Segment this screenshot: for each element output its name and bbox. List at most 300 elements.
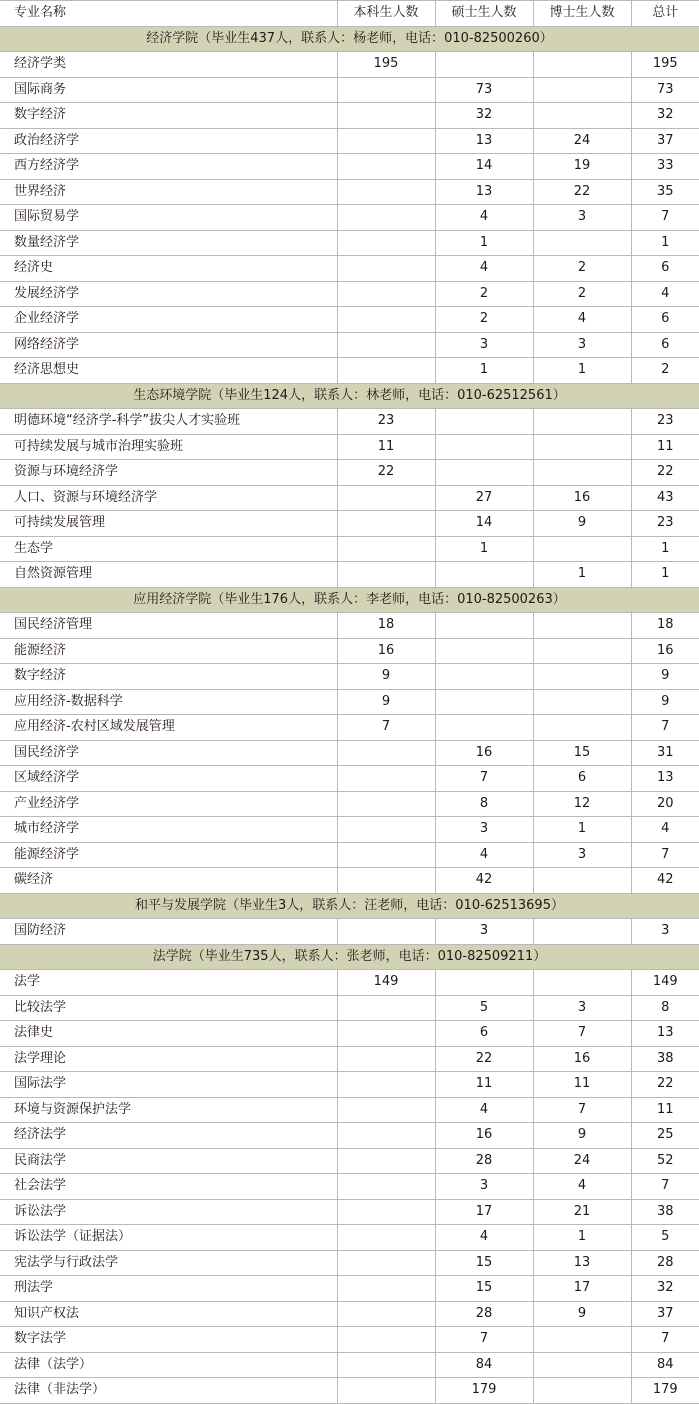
table-row (0, 52, 699, 78)
table-row (0, 230, 699, 256)
undergrad-count-cell (337, 1072, 435, 1098)
major-name-cell: 社会法学 (0, 1174, 337, 1200)
doctor-count-cell: 3 (533, 332, 631, 358)
major-name-cell: 碳经济 (0, 868, 337, 894)
total-count-cell: 8 (631, 995, 699, 1021)
undergrad-count-cell (337, 77, 435, 103)
major-name-cell: 民商法学 (0, 1148, 337, 1174)
total-count-cell: 179 (631, 1378, 699, 1404)
undergrad-count-cell: 23 (337, 409, 435, 435)
doctor-count-cell: 9 (533, 1123, 631, 1149)
doctor-count-cell (533, 52, 631, 78)
doctor-count-cell: 16 (533, 485, 631, 511)
master-count-cell: 2 (435, 307, 533, 333)
table-row (0, 332, 699, 358)
table-row (0, 485, 699, 511)
total-count-cell: 52 (631, 1148, 699, 1174)
doctor-count-cell (533, 230, 631, 256)
major-name-cell: 企业经济学 (0, 307, 337, 333)
master-count-cell: 32 (435, 103, 533, 129)
total-count-cell: 37 (631, 1301, 699, 1327)
master-count-cell: 13 (435, 179, 533, 205)
doctor-count-cell: 9 (533, 511, 631, 537)
table-row (0, 1199, 699, 1225)
undergrad-count-cell: 18 (337, 613, 435, 639)
table-row (0, 358, 699, 384)
major-name-cell: 刑法学 (0, 1276, 337, 1302)
undergrad-count-cell (337, 562, 435, 588)
undergrad-count-cell (337, 1378, 435, 1404)
master-count-cell: 3 (435, 919, 533, 945)
master-count-cell: 5 (435, 995, 533, 1021)
undergrad-count-cell (337, 766, 435, 792)
master-count-header: 硕士生人数 (435, 1, 533, 27)
major-name-cell: 网络经济学 (0, 332, 337, 358)
doctor-count-cell (533, 1327, 631, 1353)
major-name-cell: 法律（非法学） (0, 1378, 337, 1404)
master-count-cell: 13 (435, 128, 533, 154)
master-count-cell: 27 (435, 485, 533, 511)
table-row (0, 1250, 699, 1276)
doctor-count-header: 博士生人数 (533, 1, 631, 27)
total-count-cell: 42 (631, 868, 699, 894)
total-count-cell: 20 (631, 791, 699, 817)
total-count-cell: 35 (631, 179, 699, 205)
table-row (0, 766, 699, 792)
table-body (0, 26, 699, 1403)
major-name-cell: 国际法学 (0, 1072, 337, 1098)
major-name-cell: 产业经济学 (0, 791, 337, 817)
total-count-cell: 38 (631, 1199, 699, 1225)
total-count-cell: 9 (631, 664, 699, 690)
major-name-cell: 经济思想史 (0, 358, 337, 384)
master-count-cell: 4 (435, 842, 533, 868)
undergrad-count-cell (337, 281, 435, 307)
major-name-cell: 世界经济 (0, 179, 337, 205)
doctor-count-cell: 1 (533, 358, 631, 384)
undergrad-count-cell (337, 919, 435, 945)
total-count-cell: 1 (631, 562, 699, 588)
undergrad-count-cell (337, 842, 435, 868)
undergrad-count-cell (337, 154, 435, 180)
undergrad-count-cell: 22 (337, 460, 435, 486)
table-row (0, 103, 699, 129)
section-title: 和平与发展学院（毕业生3人，联系人：汪老师，电话：010-62513695） (0, 893, 699, 919)
major-name-cell: 国际贸易学 (0, 205, 337, 231)
table-row (0, 434, 699, 460)
total-count-cell: 73 (631, 77, 699, 103)
doctor-count-cell: 3 (533, 205, 631, 231)
major-name-cell: 数字经济 (0, 103, 337, 129)
major-name-cell: 法学理论 (0, 1046, 337, 1072)
table-row (0, 740, 699, 766)
total-count-cell: 7 (631, 1174, 699, 1200)
total-count-cell: 11 (631, 1097, 699, 1123)
major-name-cell: 可持续发展与城市治理实验班 (0, 434, 337, 460)
section-title: 法学院（毕业生735人，联系人：张老师，电话：010-82509211） (0, 944, 699, 970)
table-row (0, 1174, 699, 1200)
doctor-count-cell: 3 (533, 842, 631, 868)
undergrad-count-cell (337, 791, 435, 817)
undergrad-count-cell (337, 1225, 435, 1251)
doctor-count-cell: 4 (533, 1174, 631, 1200)
major-name-cell: 人口、资源与环境经济学 (0, 485, 337, 511)
table-row (0, 1301, 699, 1327)
total-count-cell: 38 (631, 1046, 699, 1072)
major-name-cell: 应用经济-农村区域发展管理 (0, 715, 337, 741)
major-name-cell: 诉讼法学 (0, 1199, 337, 1225)
master-count-cell: 17 (435, 1199, 533, 1225)
master-count-cell: 6 (435, 1021, 533, 1047)
total-count-cell: 7 (631, 715, 699, 741)
total-count-cell: 33 (631, 154, 699, 180)
master-count-cell: 73 (435, 77, 533, 103)
master-count-cell: 3 (435, 332, 533, 358)
total-count-cell: 37 (631, 128, 699, 154)
doctor-count-cell: 21 (533, 1199, 631, 1225)
undergrad-count-cell (337, 1301, 435, 1327)
total-count-cell: 7 (631, 842, 699, 868)
doctor-count-cell: 15 (533, 740, 631, 766)
master-count-cell: 8 (435, 791, 533, 817)
undergrad-count-cell (337, 1250, 435, 1276)
master-count-cell: 28 (435, 1301, 533, 1327)
total-count-cell: 5 (631, 1225, 699, 1251)
major-name-cell: 知识产权法 (0, 1301, 337, 1327)
master-count-cell: 16 (435, 1123, 533, 1149)
undergrad-count-cell (337, 307, 435, 333)
master-count-cell (435, 638, 533, 664)
total-count-cell: 7 (631, 205, 699, 231)
total-count-cell: 195 (631, 52, 699, 78)
table-row (0, 1148, 699, 1174)
doctor-count-cell: 22 (533, 179, 631, 205)
master-count-cell: 7 (435, 1327, 533, 1353)
table-row (0, 460, 699, 486)
doctor-count-cell: 7 (533, 1021, 631, 1047)
doctor-count-cell: 1 (533, 562, 631, 588)
master-count-cell (435, 664, 533, 690)
master-count-cell (435, 52, 533, 78)
doctor-count-cell (533, 613, 631, 639)
undergrad-count-cell (337, 536, 435, 562)
doctor-count-cell (533, 638, 631, 664)
major-name-cell: 数字经济 (0, 664, 337, 690)
undergrad-count-cell (337, 995, 435, 1021)
table-row (0, 281, 699, 307)
undergrad-count-cell (337, 256, 435, 282)
undergrad-count-cell (337, 1174, 435, 1200)
section-title: 应用经济学院（毕业生176人，联系人：李老师，电话：010-82500263） (0, 587, 699, 613)
table-row (0, 511, 699, 537)
total-count-cell: 22 (631, 1072, 699, 1098)
total-count-cell: 25 (631, 1123, 699, 1149)
doctor-count-cell: 2 (533, 256, 631, 282)
undergrad-count-cell: 195 (337, 52, 435, 78)
total-count-cell: 13 (631, 766, 699, 792)
master-count-cell (435, 409, 533, 435)
table-row (0, 613, 699, 639)
major-name-cell: 城市经济学 (0, 817, 337, 843)
major-name-cell: 数字法学 (0, 1327, 337, 1353)
doctor-count-cell (533, 919, 631, 945)
total-count-cell: 18 (631, 613, 699, 639)
table-row (0, 128, 699, 154)
total-header: 总计 (631, 1, 699, 27)
major-name-cell: 经济学类 (0, 52, 337, 78)
undergrad-count-cell (337, 740, 435, 766)
table-row (0, 868, 699, 894)
table-row (0, 817, 699, 843)
major-name-cell: 经济法学 (0, 1123, 337, 1149)
total-count-cell: 31 (631, 740, 699, 766)
major-name-cell: 诉讼法学（证据法） (0, 1225, 337, 1251)
doctor-count-cell: 13 (533, 1250, 631, 1276)
total-count-cell: 1 (631, 230, 699, 256)
undergrad-count-cell (337, 179, 435, 205)
master-count-cell: 84 (435, 1352, 533, 1378)
doctor-count-cell (533, 434, 631, 460)
doctor-count-cell: 24 (533, 1148, 631, 1174)
total-count-cell: 11 (631, 434, 699, 460)
table-row (0, 1123, 699, 1149)
master-count-cell: 14 (435, 154, 533, 180)
undergrad-count-cell (337, 128, 435, 154)
table-row (0, 791, 699, 817)
doctor-count-cell (533, 103, 631, 129)
table-row (0, 154, 699, 180)
major-name-cell: 数量经济学 (0, 230, 337, 256)
undergrad-count-cell: 9 (337, 689, 435, 715)
total-count-cell: 4 (631, 817, 699, 843)
master-count-cell (435, 970, 533, 996)
table-row (0, 1046, 699, 1072)
total-count-cell: 43 (631, 485, 699, 511)
table-row (0, 689, 699, 715)
doctor-count-cell (533, 460, 631, 486)
major-name-cell: 比较法学 (0, 995, 337, 1021)
undergrad-count-cell (337, 1276, 435, 1302)
undergrad-count-cell (337, 1327, 435, 1353)
undergrad-count-cell (337, 1097, 435, 1123)
major-name-cell: 法律（法学） (0, 1352, 337, 1378)
doctor-count-cell: 11 (533, 1072, 631, 1098)
total-count-cell: 32 (631, 103, 699, 129)
doctor-count-cell (533, 1378, 631, 1404)
major-name-cell: 国民经济学 (0, 740, 337, 766)
master-count-cell: 4 (435, 256, 533, 282)
total-count-cell: 6 (631, 307, 699, 333)
master-count-cell: 42 (435, 868, 533, 894)
undergrad-count-cell (337, 230, 435, 256)
undergrad-count-cell (337, 1148, 435, 1174)
undergrad-count-cell (337, 332, 435, 358)
master-count-cell: 4 (435, 205, 533, 231)
table-row (0, 995, 699, 1021)
master-count-cell: 2 (435, 281, 533, 307)
table-row (0, 1225, 699, 1251)
major-name-cell: 经济史 (0, 256, 337, 282)
master-count-cell: 14 (435, 511, 533, 537)
total-count-cell: 7 (631, 1327, 699, 1353)
doctor-count-cell (533, 970, 631, 996)
major-name-cell: 政治经济学 (0, 128, 337, 154)
table-row (0, 970, 699, 996)
master-count-cell (435, 715, 533, 741)
table-row (0, 536, 699, 562)
undergrad-count-cell (337, 817, 435, 843)
total-count-cell: 3 (631, 919, 699, 945)
major-name-cell: 能源经济学 (0, 842, 337, 868)
total-count-cell: 1 (631, 536, 699, 562)
master-count-cell (435, 460, 533, 486)
doctor-count-cell (533, 536, 631, 562)
major-name-cell: 国际商务 (0, 77, 337, 103)
major-name-cell: 生态学 (0, 536, 337, 562)
doctor-count-cell: 9 (533, 1301, 631, 1327)
undergrad-count-cell (337, 1021, 435, 1047)
table-row (0, 1072, 699, 1098)
major-name-cell: 能源经济 (0, 638, 337, 664)
master-count-cell: 3 (435, 1174, 533, 1200)
table-row (0, 842, 699, 868)
undergrad-count-cell: 149 (337, 970, 435, 996)
doctor-count-cell: 1 (533, 1225, 631, 1251)
undergrad-count-cell (337, 205, 435, 231)
master-count-cell (435, 562, 533, 588)
section-header-row (0, 893, 699, 919)
major-name-cell: 明德环境“经济学-科学”拔尖人才实验班 (0, 409, 337, 435)
table-row (0, 307, 699, 333)
master-count-cell (435, 434, 533, 460)
master-count-cell (435, 613, 533, 639)
table-row (0, 1327, 699, 1353)
master-count-cell: 1 (435, 358, 533, 384)
section-header-row (0, 383, 699, 409)
master-count-cell: 4 (435, 1225, 533, 1251)
major-name-cell: 可持续发展管理 (0, 511, 337, 537)
undergrad-count-cell (337, 868, 435, 894)
doctor-count-cell: 24 (533, 128, 631, 154)
major-name-header: 专业名称 (0, 1, 337, 27)
master-count-cell: 15 (435, 1276, 533, 1302)
total-count-cell: 4 (631, 281, 699, 307)
table-row (0, 409, 699, 435)
section-header-row (0, 26, 699, 52)
master-count-cell: 22 (435, 1046, 533, 1072)
doctor-count-cell: 2 (533, 281, 631, 307)
total-count-cell: 13 (631, 1021, 699, 1047)
undergrad-count-cell (337, 1123, 435, 1149)
major-name-cell: 西方经济学 (0, 154, 337, 180)
undergrad-count-cell: 7 (337, 715, 435, 741)
major-name-cell: 自然资源管理 (0, 562, 337, 588)
major-name-cell: 环境与资源保护法学 (0, 1097, 337, 1123)
total-count-cell: 32 (631, 1276, 699, 1302)
undergrad-count-cell: 16 (337, 638, 435, 664)
header-row (0, 1, 699, 27)
doctor-count-cell (533, 409, 631, 435)
master-count-cell: 179 (435, 1378, 533, 1404)
major-name-cell: 国民经济管理 (0, 613, 337, 639)
doctor-count-cell: 3 (533, 995, 631, 1021)
total-count-cell: 16 (631, 638, 699, 664)
master-count-cell: 28 (435, 1148, 533, 1174)
doctor-count-cell: 1 (533, 817, 631, 843)
total-count-cell: 6 (631, 256, 699, 282)
major-name-cell: 应用经济-数据科学 (0, 689, 337, 715)
undergrad-count-cell (337, 511, 435, 537)
table-row (0, 1378, 699, 1404)
major-name-cell: 国防经济 (0, 919, 337, 945)
table-row (0, 1276, 699, 1302)
doctor-count-cell: 12 (533, 791, 631, 817)
major-name-cell: 宪法学与行政法学 (0, 1250, 337, 1276)
major-name-cell: 法律史 (0, 1021, 337, 1047)
total-count-cell: 2 (631, 358, 699, 384)
doctor-count-cell: 16 (533, 1046, 631, 1072)
doctor-count-cell (533, 689, 631, 715)
section-title: 经济学院（毕业生437人，联系人：杨老师，电话：010-82500260） (0, 26, 699, 52)
major-name-cell: 发展经济学 (0, 281, 337, 307)
doctor-count-cell: 17 (533, 1276, 631, 1302)
master-count-cell: 1 (435, 230, 533, 256)
undergrad-count-cell (337, 358, 435, 384)
doctor-count-cell: 4 (533, 307, 631, 333)
master-count-cell: 1 (435, 536, 533, 562)
doctor-count-cell (533, 664, 631, 690)
major-name-cell: 法学 (0, 970, 337, 996)
table-row (0, 1021, 699, 1047)
undergrad-count-cell: 11 (337, 434, 435, 460)
doctor-count-cell (533, 868, 631, 894)
table-row (0, 664, 699, 690)
master-count-cell: 11 (435, 1072, 533, 1098)
undergrad-count-cell (337, 1046, 435, 1072)
master-count-cell: 15 (435, 1250, 533, 1276)
undergrad-count-cell: 9 (337, 664, 435, 690)
doctor-count-cell: 6 (533, 766, 631, 792)
table-row (0, 638, 699, 664)
table-row (0, 919, 699, 945)
master-count-cell: 16 (435, 740, 533, 766)
total-count-cell: 84 (631, 1352, 699, 1378)
table-row (0, 256, 699, 282)
master-count-cell: 7 (435, 766, 533, 792)
doctor-count-cell (533, 1352, 631, 1378)
master-count-cell: 4 (435, 1097, 533, 1123)
total-count-cell: 22 (631, 460, 699, 486)
undergrad-count-header: 本科生人数 (337, 1, 435, 27)
total-count-cell: 9 (631, 689, 699, 715)
table-row (0, 562, 699, 588)
table-row (0, 715, 699, 741)
doctor-count-cell: 7 (533, 1097, 631, 1123)
total-count-cell: 149 (631, 970, 699, 996)
doctor-count-cell: 19 (533, 154, 631, 180)
table-row (0, 205, 699, 231)
total-count-cell: 6 (631, 332, 699, 358)
section-header-row (0, 587, 699, 613)
undergrad-count-cell (337, 1199, 435, 1225)
section-title: 生态环境学院（毕业生124人，联系人：林老师，电话：010-62512561） (0, 383, 699, 409)
major-name-cell: 资源与环境经济学 (0, 460, 337, 486)
table-row (0, 1352, 699, 1378)
undergrad-count-cell (337, 1352, 435, 1378)
undergrad-count-cell (337, 103, 435, 129)
table-row (0, 179, 699, 205)
major-name-cell: 区域经济学 (0, 766, 337, 792)
